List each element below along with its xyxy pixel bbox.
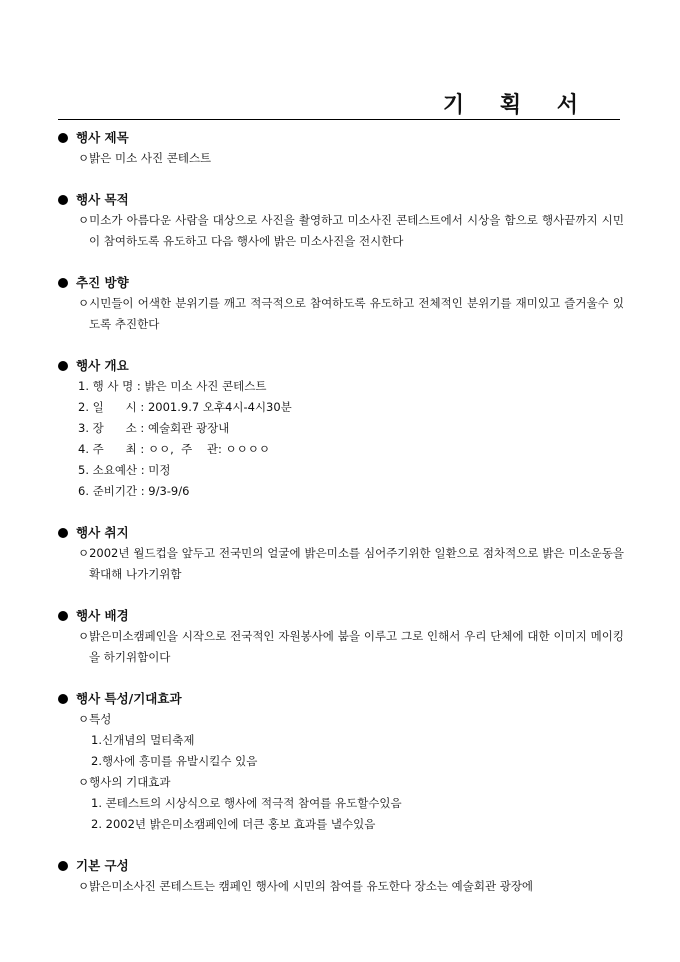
list-item: ㅇ행사의 기대효과 [78,775,171,789]
section-text: ㅇ밝은 미소 사진 콘테스트 [78,151,212,165]
section-heading: 행사 특성/기대효과 [76,691,182,706]
list-item: ㅇ특성 [78,712,112,726]
section-heading: 행사 배경 [76,608,129,623]
bullet-icon [58,861,68,871]
section-overview [58,356,624,502]
list-item: 1.신개념의 멀티축제 [91,733,195,747]
list-item: 2. 2002년 밝은미소캠페인에 더큰 홍보 효과를 낼수있음 [91,817,376,831]
section-text: ㅇ미소가 아름다운 사람을 대상으로 사진을 촬영하고 미소사진 콘테스트에서 시상을 함으로 행사끝까지 시민이 참여하도록 유도하고 다음 행사에 밝은 미소사진을 전시한다 [78,213,624,248]
document-title: 기 획 서 [442,92,592,118]
section-purpose-intent [58,523,624,585]
section-background [58,606,624,668]
section-event-title [58,128,624,169]
bullet-icon [58,528,68,538]
section-direction [58,273,624,335]
bullet-icon [58,694,68,704]
list-item: 5. 소요예산 : 미정 [78,463,171,477]
section-heading: 행사 취지 [76,525,129,540]
section-heading: 기본 구성 [76,858,129,873]
section-text: ㅇ2002년 월드컵을 앞두고 전국민의 얼굴에 밝은미소를 심어주기위한 일환으로 점차적으로 밝은 미소운동을 확대해 나가기위함 [78,546,624,581]
bullet-icon [58,278,68,288]
list-item: 4. 주 최 : ㅇㅇ, 주 관: ㅇㅇㅇㅇ [78,442,270,456]
list-item: 3. 장 소 : 예술회관 광장내 [78,421,230,435]
list-item: 6. 준비기간 : 9/3-9/6 [78,484,190,498]
bullet-icon [58,195,68,205]
section-heading: 행사 개요 [76,358,129,373]
list-item: 1. 행 사 명 : 밝은 미소 사진 콘테스트 [78,379,267,393]
list-item: 2.행사에 흥미를 유발시킬수 있음 [91,754,258,768]
list-item: 2. 일 시 : 2001.9.7 오후4시-4시30분 [78,400,292,414]
section-text: ㅇ밝은미소사진 콘테스트는 캠페인 행사에 시민의 참여를 유도한다 장소는 예술회관 광장에 [78,879,534,893]
section-basic-structure [58,856,624,897]
section-heading: 행사 목적 [76,192,129,207]
list-item: 1. 콘테스트의 시상식으로 행사에 적극적 참여를 유도할수있음 [91,796,402,810]
title-underline [58,119,620,120]
section-text: ㅇ시민들이 어색한 분위기를 깨고 적극적으로 참여하도록 유도하고 전체적인 분위기를 재미있고 즐거울수 있도록 추진한다 [78,296,624,331]
section-text: ㅇ밝은미소캠페인을 시작으로 전국적인 자원봉사에 붐을 이루고 그로 인해서 우리 단체에 대한 이미지 메이킹을 하기위함이다 [78,629,624,664]
section-event-purpose [58,190,624,252]
bullet-icon [58,133,68,143]
bullet-icon [58,611,68,621]
document-body [58,128,624,918]
bullet-icon [58,361,68,371]
section-features-effects [58,689,624,835]
section-heading: 추진 방향 [76,275,129,290]
section-heading: 행사 제목 [76,130,129,145]
